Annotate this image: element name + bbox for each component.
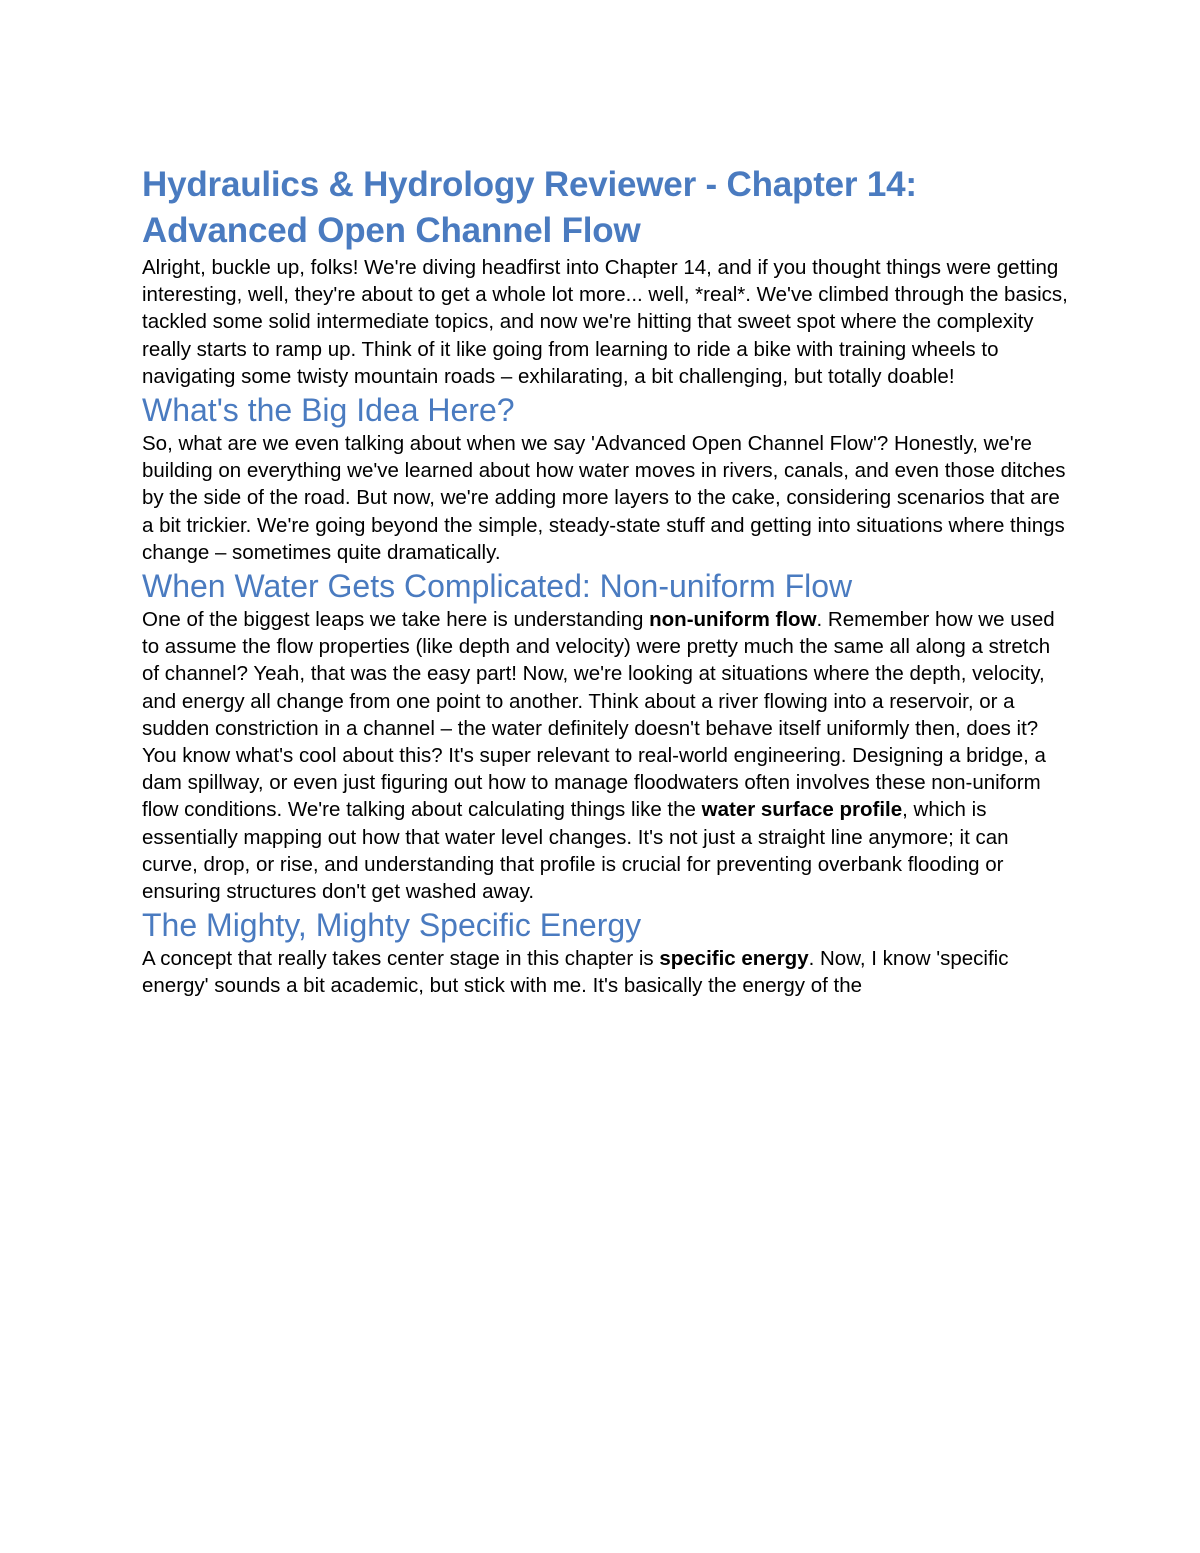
non-uniform-paragraph-2 [142,742,1070,905]
bold-term-specific-energy: specific energy [659,947,809,971]
document-title: Hydraulics & Hydrology Reviewer - Chapter 14: Advanced Open Channel Flow [142,165,917,250]
text-run: , which is essentially mapping out how that water level changes. It's not just a straight line anymore; it can curve, drop, or rise, and understanding that profile is crucial for preventing overbank flooding or ensuring structures don't get washed away. [142,798,1009,904]
big-idea-paragraph: So, what are we even talking about when we say 'Advanced Open Channel Flow'? Honestly, we're building on everything we've learned about how water moves in rivers, canals, and even those ditches by the side of the road. But now, we're adding more layers to the cake, considering scenarios that are a bit trickier. We're going beyond the simple, steady-state stuff and getting into situations where things change – sometimes quite dramatically. [142,432,1066,564]
text-run: . Now, I know 'specific energy' sounds a bit academic, but stick with me. It's basically the energy of the [142,947,1009,998]
text-run: One of the biggest leaps we take here is understanding [142,608,650,632]
non-uniform-paragraph-1 [142,606,1070,742]
text-run: A concept that really takes center stage in this chapter is [142,947,660,971]
bold-term-non-uniform-flow: non-uniform flow [649,608,817,632]
section-heading-non-uniform-flow: When Water Gets Complicated: Non-uniform Flow [142,568,853,605]
specific-energy-paragraph [142,945,1070,999]
intro-paragraph: Alright, buckle up, folks! We're diving headfirst into Chapter 14, and if you thought things were getting interesting, well, they're about to get a whole lot more... well, *real*. We've climbed through the basics, tackled some solid intermediate topics, and now we're hitting that sweet spot where the complexity really starts to ramp up. Think of it like going from learning to ride a bike with training wheels to navigating some twisty mountain roads – exhilarating, a bit challenging, but totally doable! [142,256,1068,388]
text-run: You know what's cool about this? It's super relevant to real-world engineering. Designing a bridge, a dam spillway, or even just figuring out how to manage floodwaters often involves these non-uniform flow conditions. We're talking about calculating things like the [142,744,1046,822]
bold-term-water-surface-profile: water surface profile [701,798,903,822]
text-run: . Remember how we used to assume the flow properties (like depth and velocity) were pretty much the same all along a stretch of channel? Yeah, that was the easy part! Now, we're looking at situations where the depth, velocity, and energy all change from one point to another. Think about a river flowing into a reservoir, or a sudden constriction in a channel – the water definitely doesn't behave itself uniformly then, does it? [142,608,1055,740]
section-heading-specific-energy: The Mighty, Mighty Specific Energy [142,907,642,944]
section-heading-big-idea: What's the Big Idea Here? [142,392,515,429]
